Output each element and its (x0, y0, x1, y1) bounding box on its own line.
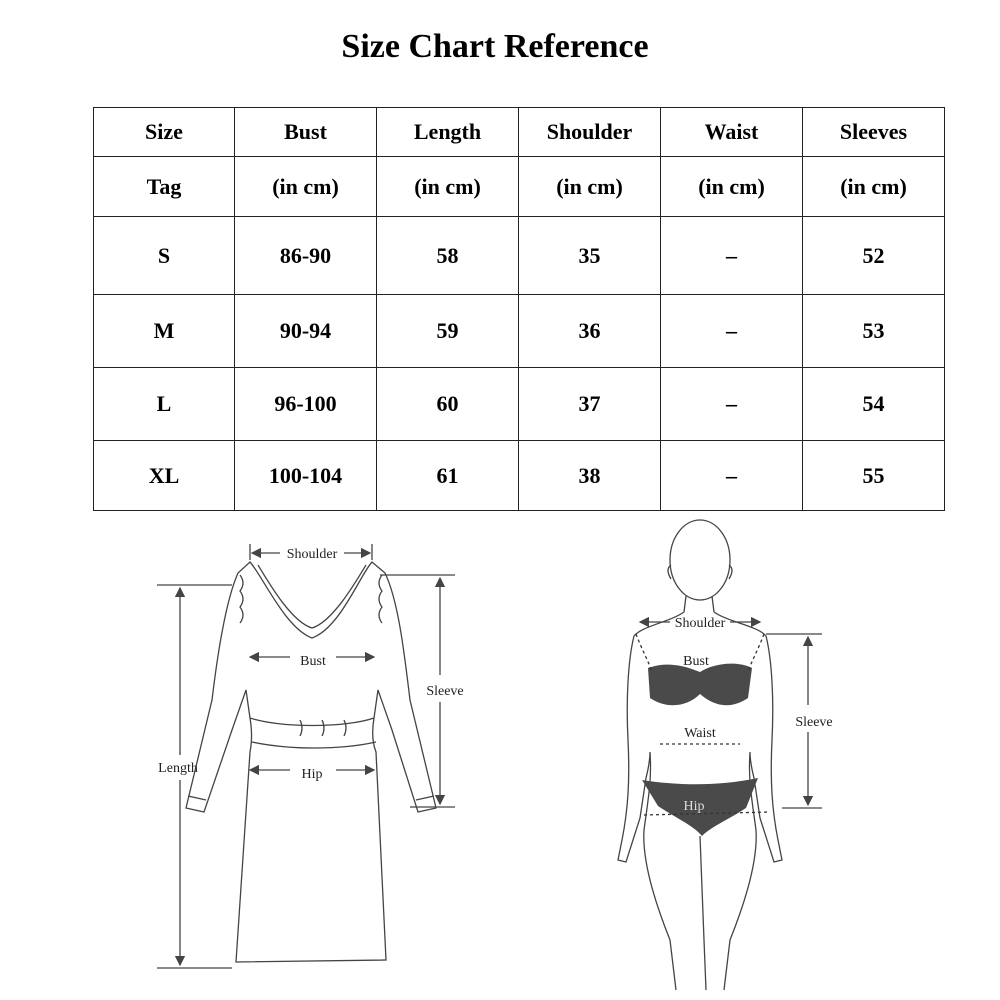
table-cell: 53 (803, 295, 945, 368)
table-cell: 100-104 (235, 441, 377, 511)
unit-cell: (in cm) (377, 157, 519, 217)
dress-diagram (157, 544, 464, 968)
table-cell: – (661, 441, 803, 511)
right-ruffle (379, 575, 382, 623)
body-diagram (618, 520, 833, 990)
table-cell: 60 (377, 368, 519, 441)
unit-cell: (in cm) (235, 157, 377, 217)
neckline (258, 565, 366, 628)
header-cell: Bust (235, 108, 377, 157)
shoulder-label: Shoulder (286, 547, 338, 562)
table-cell: 52 (803, 217, 945, 295)
length-label: Length (158, 761, 198, 776)
ears (668, 565, 732, 579)
waist-gather (250, 718, 374, 726)
table-cell: – (661, 217, 803, 295)
table-cell: 96-100 (235, 368, 377, 441)
table-cell: 36 (519, 295, 661, 368)
hip-label: Hip (683, 799, 705, 814)
shoulder-label: Shoulder (674, 616, 726, 631)
sleeve-label: Sleeve (426, 684, 464, 699)
size-tag-cell: M (94, 295, 235, 368)
gathers (300, 720, 346, 736)
sleeve-label: Sleeve (795, 715, 833, 730)
page-title: Size Chart Reference (341, 28, 649, 65)
header-cell: Waist (661, 108, 803, 157)
table-cell: 38 (519, 441, 661, 511)
bust-label: Bust (300, 654, 326, 669)
unit-cell: (in cm) (803, 157, 945, 217)
table-cell: 59 (377, 295, 519, 368)
header-cell: Length (377, 108, 519, 157)
waist-label: Waist (684, 726, 716, 741)
bust-label: Bust (683, 654, 709, 669)
table-cell: 55 (803, 441, 945, 511)
table-cell: – (661, 295, 803, 368)
header-cell: Shoulder (519, 108, 661, 157)
leg-gap (700, 836, 706, 990)
table-cell: 61 (377, 441, 519, 511)
unit-cell: Tag (94, 157, 235, 217)
waist-band (252, 742, 376, 748)
header-cell: Sleeves (803, 108, 945, 157)
size-tag-cell: L (94, 368, 235, 441)
bust-garment (648, 664, 752, 706)
cuffs (188, 796, 434, 800)
table-cell: 35 (519, 217, 661, 295)
shoulder-dash-right (748, 634, 764, 672)
unit-cell: (in cm) (661, 157, 803, 217)
table-cell: 54 (803, 368, 945, 441)
size-tag-cell: S (94, 217, 235, 295)
left-ruffle (240, 575, 243, 623)
dress-outline (186, 562, 436, 962)
header-cell: Size (94, 108, 235, 157)
table-cell: 86-90 (235, 217, 377, 295)
table-cell: 90-94 (235, 295, 377, 368)
table-cell: – (661, 368, 803, 441)
head (670, 520, 730, 600)
table-cell: 58 (377, 217, 519, 295)
shoulder-dash-left (636, 634, 652, 672)
table-cell: 37 (519, 368, 661, 441)
unit-cell: (in cm) (519, 157, 661, 217)
hip-label: Hip (301, 767, 323, 782)
size-tag-cell: XL (94, 441, 235, 511)
